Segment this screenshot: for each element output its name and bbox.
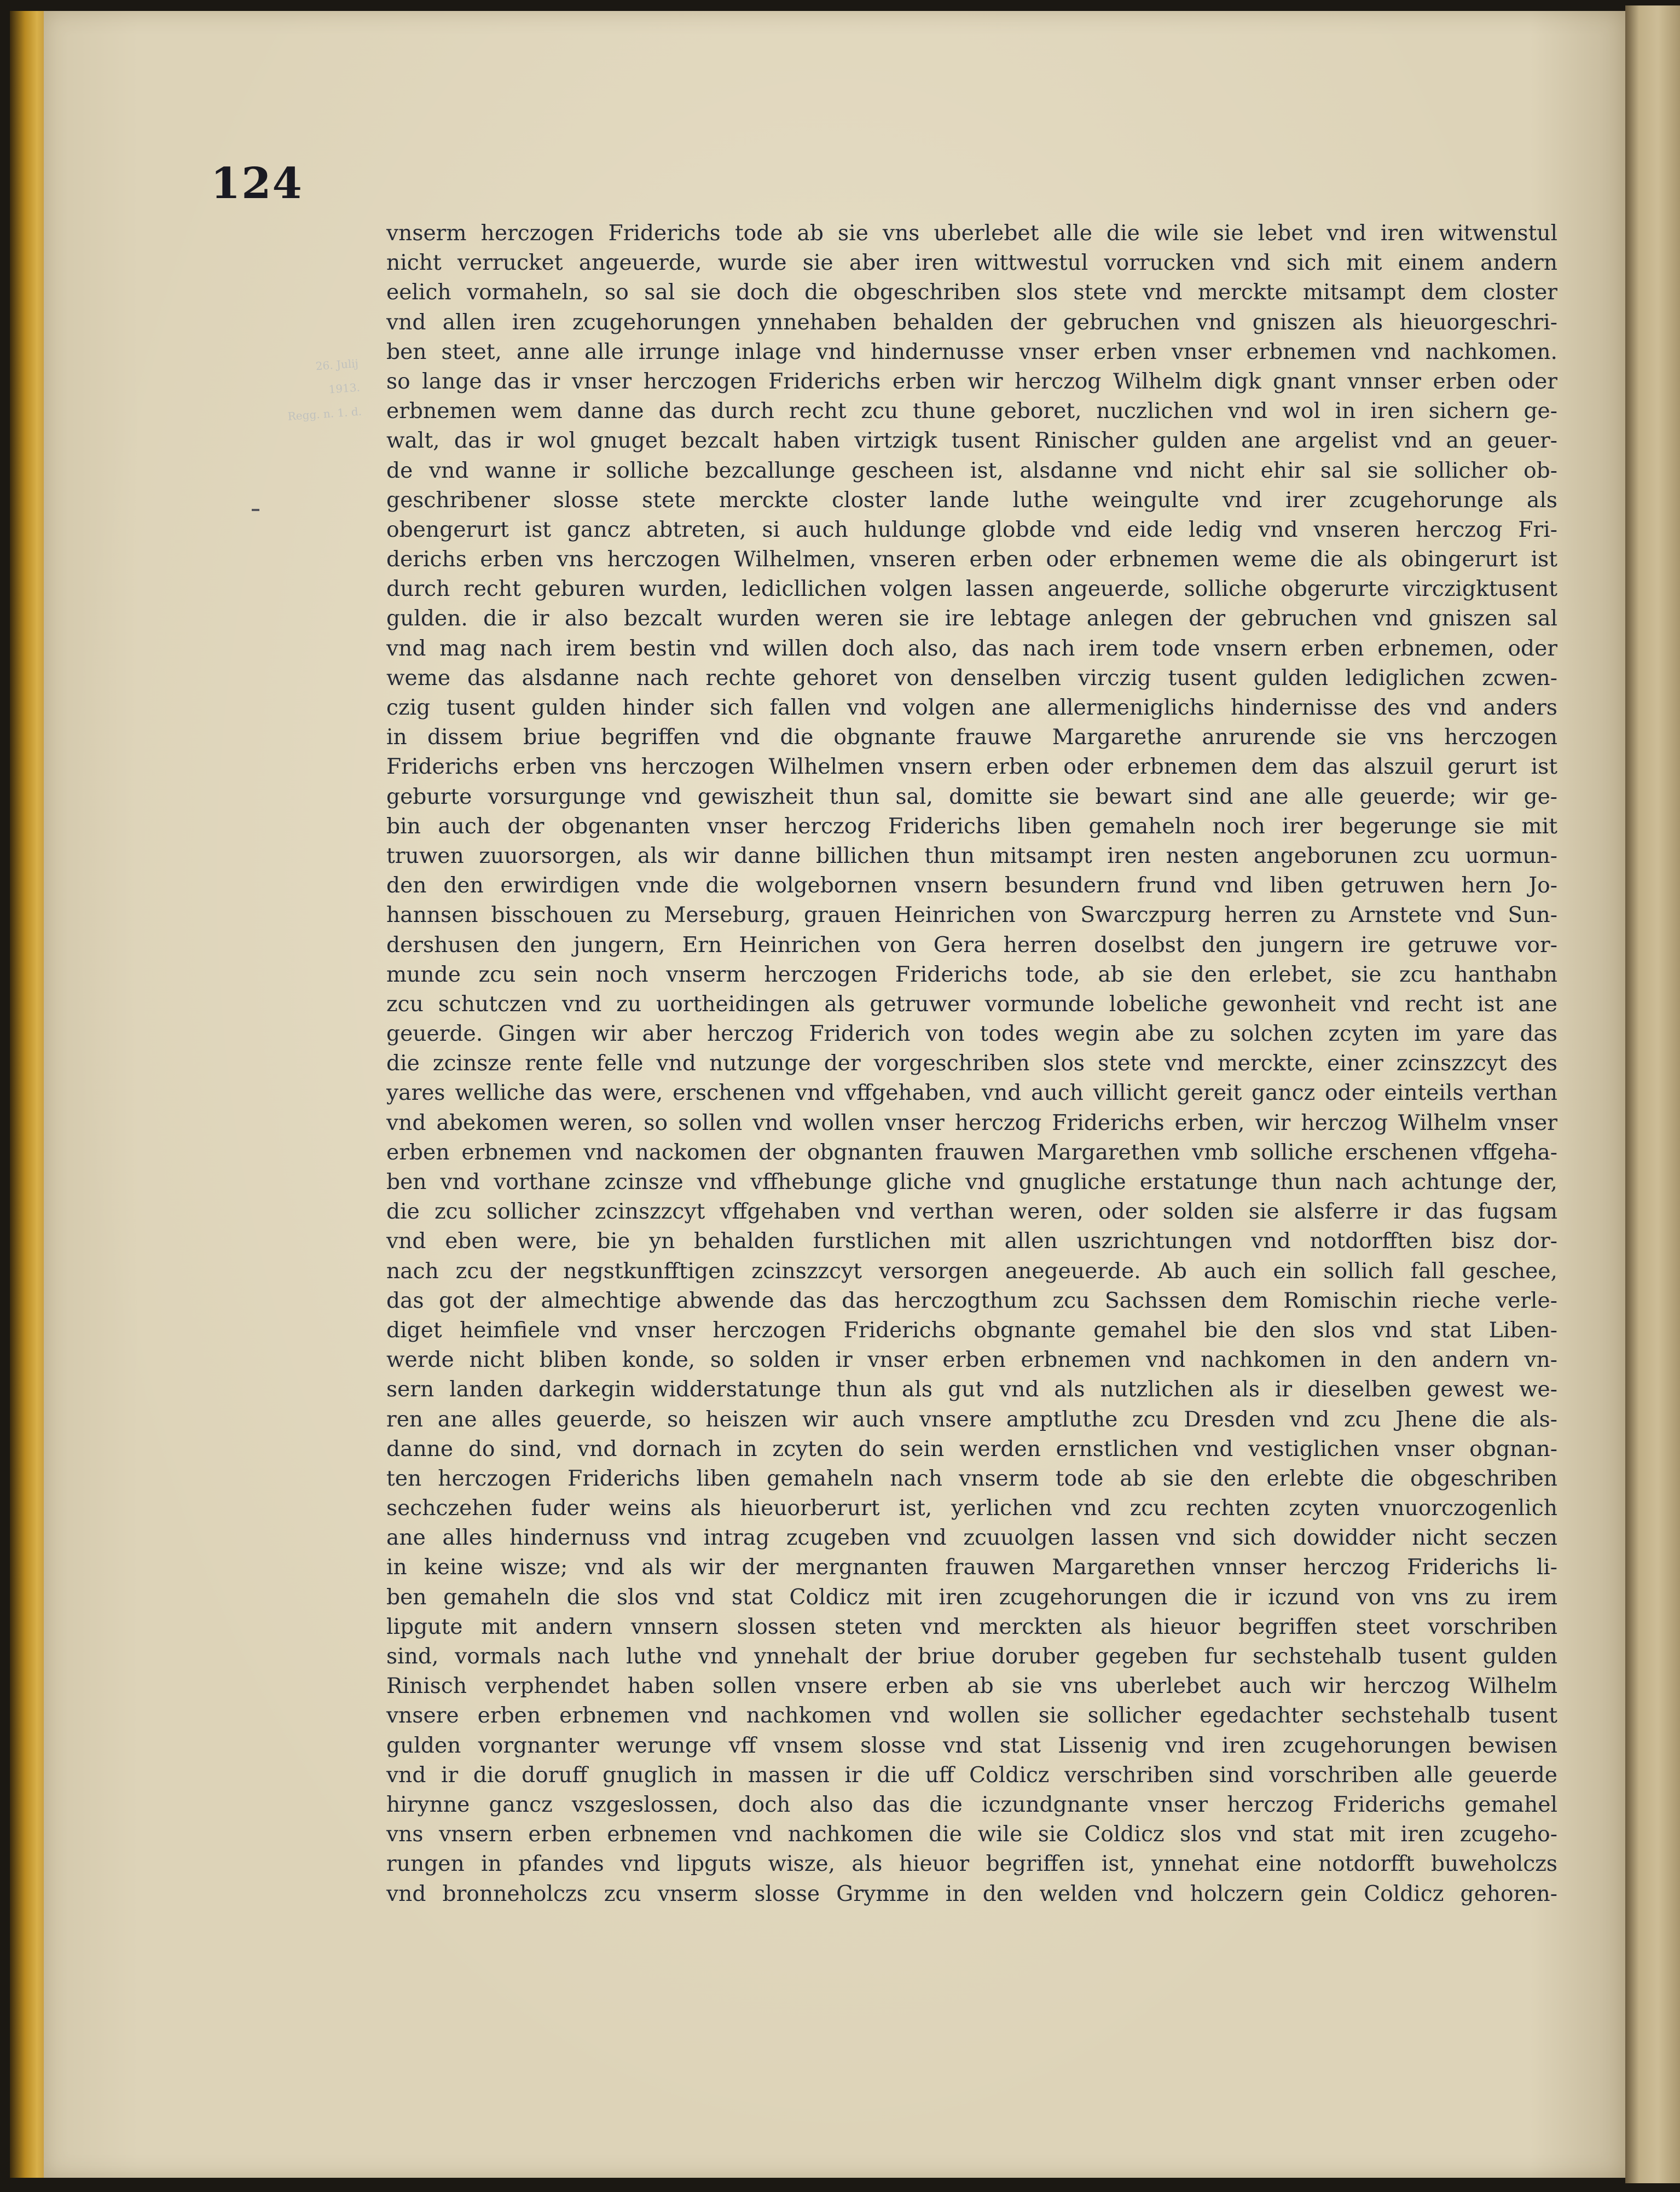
text-line: de vnd wanne ir solliche bezcallunge gescheen ist, alsdanne vnd nicht ehir sal sie sollicher ob- bbox=[386, 458, 1557, 483]
text-line: obengerurt ist gancz abtreten, si auch huldunge globde vnd eide ledig vnd vnseren herczog Fri- bbox=[386, 517, 1557, 542]
text-line: vnd eben were, bie yn behalden furstlichen mit allen uszrichtungen vnd notdorfften bisz dor- bbox=[386, 1229, 1557, 1254]
margin-mark bbox=[252, 509, 259, 511]
text-line: munde zcu sein noch vnserm herczogen Friderichs tode, ab sie den erlebet, sie zcu hanthabn bbox=[386, 962, 1557, 987]
text-line: derichs erben vns herczogen Wilhelmen, vnseren erben oder erbnemen weme die als obingerurt ist bbox=[386, 547, 1557, 572]
text-line: gulden. die ir also bezcalt wurden weren sie ire lebtage anlegen der gebruchen vnd gniszen sal bbox=[386, 606, 1557, 631]
text-line: vns vnsern erben erbnemen vnd nachkomen die wile sie Coldicz slos vnd stat mit iren zcugeho- bbox=[386, 1822, 1557, 1847]
stamp-line: 26. Julij bbox=[315, 356, 359, 373]
text-line: das got der almechtige abwende das das herczogthum zcu Sachssen dem Romischin rieche verle- bbox=[386, 1288, 1557, 1313]
faded-stamp bbox=[259, 351, 363, 430]
text-line: Friderichs erben vns herczogen Wilhelmen vnsern erben oder erbnemen dem das alszuil gerurt ist bbox=[386, 755, 1557, 780]
text-line: ren ane alles geuerde, so heiszen wir auch vnsere amptluthe zcu Dresden vnd zcu Jhene die als- bbox=[386, 1407, 1557, 1432]
text-line: durch recht geburen wurden, ledicllichen volgen lassen angeuerde, solliche obgerurte virczigktusent bbox=[386, 577, 1557, 602]
text-line: werde nicht bliben konde, so solden ir vnser erben erbnemen vnd nachkomen in den andern vn- bbox=[386, 1348, 1557, 1373]
text-line: vnsere erben erbnemen vnd nachkomen vnd wollen sie sollicher egedachter sechstehalb tusent bbox=[386, 1703, 1557, 1729]
text-line: erben erbnemen vnd nackomen der obgnanten frauwen Margarethen vmb solliche erschenen vffgeha- bbox=[386, 1140, 1557, 1165]
text-line: in dissem briue begriffen vnd die obgnante frauwe Margarethe anrurende sie vns herczogen bbox=[386, 725, 1557, 750]
text-line: geburte vorsurgunge vnd gewiszheit thun sal, domitte sie bewart sind ane alle geuerde; wir ge- bbox=[386, 784, 1557, 809]
text-line: Rinisch verphendet haben sollen vnsere erben ab sie vns uberlebet auch wir herczog Wilhelm bbox=[386, 1674, 1557, 1699]
text-line: vnd ir die doruff gnuglich in massen ir die uff Coldicz verschriben sind vorschriben alle geuerde bbox=[386, 1762, 1557, 1788]
text-line: yares welliche das were, erschenen vnd vffgehaben, vnd auch villicht gereit gancz oder einteils verthan bbox=[386, 1081, 1557, 1106]
text-line: diget heimfiele vnd vnser herczogen Friderichs obgnante gemahel bie den slos vnd stat Liben- bbox=[386, 1318, 1557, 1343]
text-line: weme das alsdanne nach rechte gehoret von denselben virczig tusent gulden lediglichen zcwen- bbox=[386, 665, 1557, 691]
text-line: nach zcu der negstkunfftigen zcinszzcyt versorgen anegeuerde. Ab auch ein sollich fall geschee, bbox=[386, 1259, 1557, 1284]
text-line: hirynne gancz vszgeslossen, doch also das die iczundgnante vnser herczog Friderichs gemahel bbox=[386, 1792, 1557, 1817]
text-line: sechczehen fuder weins als hieuorberurt ist, yerlichen vnd zcu rechten zcyten vnuorczogenlich bbox=[386, 1496, 1557, 1521]
document-body bbox=[386, 219, 1557, 1909]
text-line: vnserm herczogen Friderichs tode ab sie vns uberlebet alle die wile sie lebet vnd iren witwenstul bbox=[386, 221, 1557, 246]
text-line: eelich vormaheln, so sal sie doch die obgeschriben slos stete vnd merckte mitsampt dem closter bbox=[386, 280, 1557, 305]
text-line: truwen zuuorsorgen, als wir danne billichen thun mitsampt iren nesten angeborunen zcu uormun- bbox=[386, 843, 1557, 868]
text-line: danne do sind, vnd dornach in zcyten do sein werden ernstlichen vnd vestiglichen vnser obgnan- bbox=[386, 1436, 1557, 1462]
text-line: die zcu sollicher zcinszzcyt vffgehaben vnd verthan weren, oder solden sie alsferre ir das fugsam bbox=[386, 1199, 1557, 1225]
stamp-line: 1913. bbox=[328, 380, 361, 396]
page-number: 124 bbox=[211, 159, 303, 208]
text-line: ben steet, anne alle irrunge inlage vnd hindernusse vnser erben vnser erbnemen vnd nachkomen. bbox=[386, 339, 1557, 364]
text-line: dershusen den jungern, Ern Heinrichen von Gera herren doselbst den jungern ire getruwe vor- bbox=[386, 932, 1557, 958]
text-line: walt, das ir wol gnuget bezcalt haben virtzigk tusent Rinischer gulden ane argelist vnd an geuer- bbox=[386, 428, 1557, 454]
text-line: gulden vorgnanter werunge vff vnsem slosse vnd stat Lissenig vnd iren zcugehorungen bewisen bbox=[386, 1733, 1557, 1758]
text-line: sern landen darkegin widderstatunge thun als gut vnd als nutzlichen als ir dieselben gewest we- bbox=[386, 1377, 1557, 1402]
text-line: geschribener slosse stete merckte closter lande luthe weingulte vnd irer zcugehorunge als bbox=[386, 488, 1557, 513]
text-line: nicht verrucket angeuerde, wurde sie aber iren wittwestul vorrucken vnd sich mit einem andern bbox=[386, 251, 1557, 276]
text-line: vnd bronneholczs zcu vnserm slosse Grymme in den welden vnd holczern gein Coldicz gehoren- bbox=[386, 1881, 1557, 1906]
text-line: lipgute mit andern vnnsern slossen steten vnd merckten als hieuor begriffen steet vorschriben bbox=[386, 1614, 1557, 1639]
text-line: erbnemen wem danne das durch recht zcu thune geboret, nuczlichen vnd wol in iren sichern ge- bbox=[386, 399, 1557, 424]
text-line: rungen in pfandes vnd lipguts wisze, als hieuor begriffen ist, ynnehat eine notdorfft buweholczs bbox=[386, 1852, 1557, 1877]
book-edge-left bbox=[10, 11, 44, 2178]
text-line: ane alles hindernuss vnd intrag zcugeben vnd zcuuolgen lassen vnd sich dowidder nicht seczen bbox=[386, 1526, 1557, 1551]
text-line: die zcinsze rente felle vnd nutzunge der vorgeschriben slos stete vnd merckte, einer zcinszzcyt des bbox=[386, 1051, 1557, 1076]
text-line: ten herczogen Friderichs liben gemaheln nach vnserm tode ab sie den erlebte die obgeschriben bbox=[386, 1466, 1557, 1491]
text-line: sind, vormals nach luthe vnd ynnehalt der briue doruber gegeben fur sechstehalb tusent gulden bbox=[386, 1644, 1557, 1669]
text-line: czig tusent gulden hinder sich fallen vnd volgen ane allermeniglichs hindernisse des vnd anders bbox=[386, 695, 1557, 720]
text-line: den den erwirdigen vnde die wolgebornen vnsern besundern frund vnd liben getruwen hern Jo- bbox=[386, 873, 1557, 898]
text-line: vnd mag nach irem bestin vnd willen doch also, das nach irem tode vnsern erben erbnemen, oder bbox=[386, 636, 1557, 661]
stamp-line: Regg. n. 1. d. bbox=[287, 404, 362, 424]
text-line: vnd abekomen weren, so sollen vnd wollen vnser herczog Friderichs erben, wir herczog Wilhelm vnser bbox=[386, 1110, 1557, 1135]
text-line: bin auch der obgenanten vnser herczog Friderichs liben gemaheln noch irer begerunge sie mit bbox=[386, 814, 1557, 839]
text-line: zcu schutczen vnd zu uortheidingen als getruwer vormunde lobeliche gewonheit vnd recht ist ane bbox=[386, 991, 1557, 1017]
text-line: so lange das ir vnser herczogen Friderichs erben wir herczog Wilhelm digk gnant vnnser erben oder bbox=[386, 369, 1557, 394]
text-line: hannsen bisschouen zu Merseburg, grauen Heinrichen von Swarczpurg herren zu Arnstete vnd Sun- bbox=[386, 903, 1557, 928]
text-line: ben gemaheln die slos vnd stat Coldicz mit iren zcugehorungen die ir iczund von vns zu irem bbox=[386, 1585, 1557, 1610]
book-edge-right bbox=[1625, 5, 1680, 2183]
text-line: ben vnd vorthane zcinsze vnd vffhebunge gliche vnd gnugliche erstatunge thun nach achtunge der, bbox=[386, 1170, 1557, 1194]
text-line: vnd allen iren zcugehorungen ynnehaben behalden der gebruchen vnd gniszen als hieuorgeschri- bbox=[386, 310, 1557, 335]
text-line: geuerde. Gingen wir aber herczog Friderich von todes wegin abe zu solchen zcyten im yare das bbox=[386, 1022, 1557, 1047]
text-line: in keine wisze; vnd als wir der mergnanten frauwen Margarethen vnnser herczog Friderichs li- bbox=[386, 1555, 1557, 1580]
